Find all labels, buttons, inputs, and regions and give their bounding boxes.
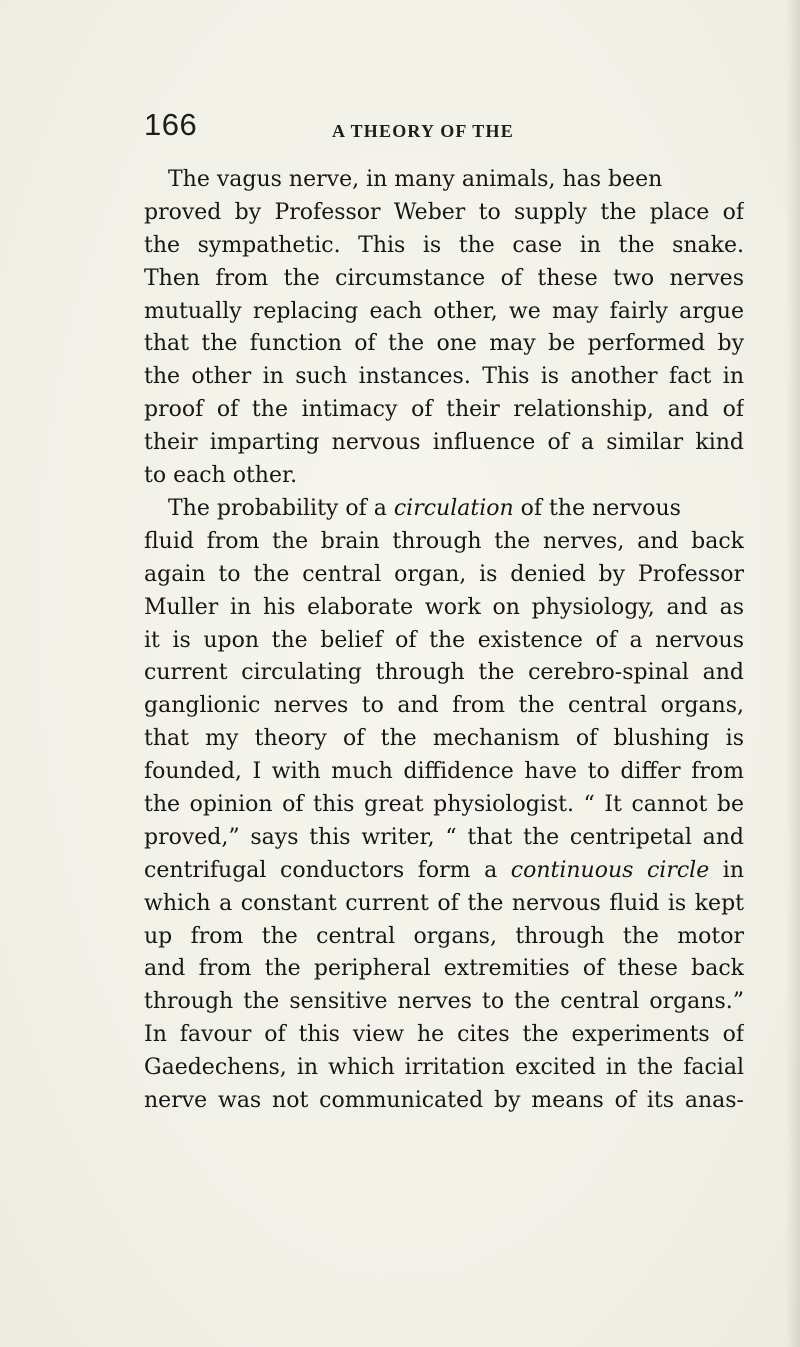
page-number: 166 [144,107,198,142]
italic-text: circulation [393,495,514,521]
text-line: ganglionic nerves to and from the central organs, [144,693,744,719]
text-line: The vagus nerve, in many animals, has been [168,167,663,192]
text-line: In favour of this view he cites the experiments of [144,1022,744,1048]
text-line: the sympathetic. This is the case in the snake. [144,232,744,258]
text-line: that the function of the one may be performed by [144,331,744,357]
text-line: that my theory of the mechanism of blushing is [144,726,744,752]
text-line: fluid from the brain through the nerves, and back [144,528,744,554]
text-line: Gaedechens, in which irritation excited in the facial [144,1055,744,1081]
text-line: proved by Professor Weber to supply the place of [144,199,744,225]
text-line: which a constant current of the nervous fluid is kept [144,890,744,916]
page-header [144,108,664,158]
text-segment: The probability of a [168,495,387,521]
text-line: nerve was not communicated by means of its anas- [144,1087,744,1113]
text-line: founded, I with much diffidence have to differ from [144,759,744,785]
text-line: it is upon the belief of the existence of a nervous [144,627,744,653]
text-line: and from the peripheral extremities of these back [144,956,744,982]
text-line: again to the central organ, is denied by Professor [144,561,744,587]
italic-text: continuous circle [510,857,710,883]
text-segment: centrifugal conductors form a [144,857,498,883]
text-line: up from the central organs, through the motor [144,923,744,949]
body-text [144,164,744,1118]
text-line: the other in such instances. This is another fact in [144,364,744,390]
text-line: their imparting nervous influence of a similar kind [144,430,744,456]
page-edge-shadow [786,0,800,1347]
text-line: proved,” says this writer, “ that the centripetal and [144,824,744,850]
text-line [144,855,744,888]
text-line: proof of the intimacy of their relationship, and of [144,397,744,423]
text-line [144,496,681,521]
text-line: current circulating through the cerebro-spinal and [144,660,744,686]
text-line: through the sensitive nerves to the central organs.” [144,989,744,1015]
text-line: to each other. [144,463,298,489]
running-head: A THEORY OF THE [332,121,514,141]
text-segment: in [722,857,744,883]
text-segment: of the nervous [520,495,681,521]
text-line: Muller in his elaborate work on physiology, and as [144,594,744,620]
text-line: mutually replacing each other, we may fairly argue [144,298,744,324]
text-line: the opinion of this great physiologist. “ It cannot be [144,791,744,817]
text-line: Then from the circumstance of these two nerves [144,265,744,291]
